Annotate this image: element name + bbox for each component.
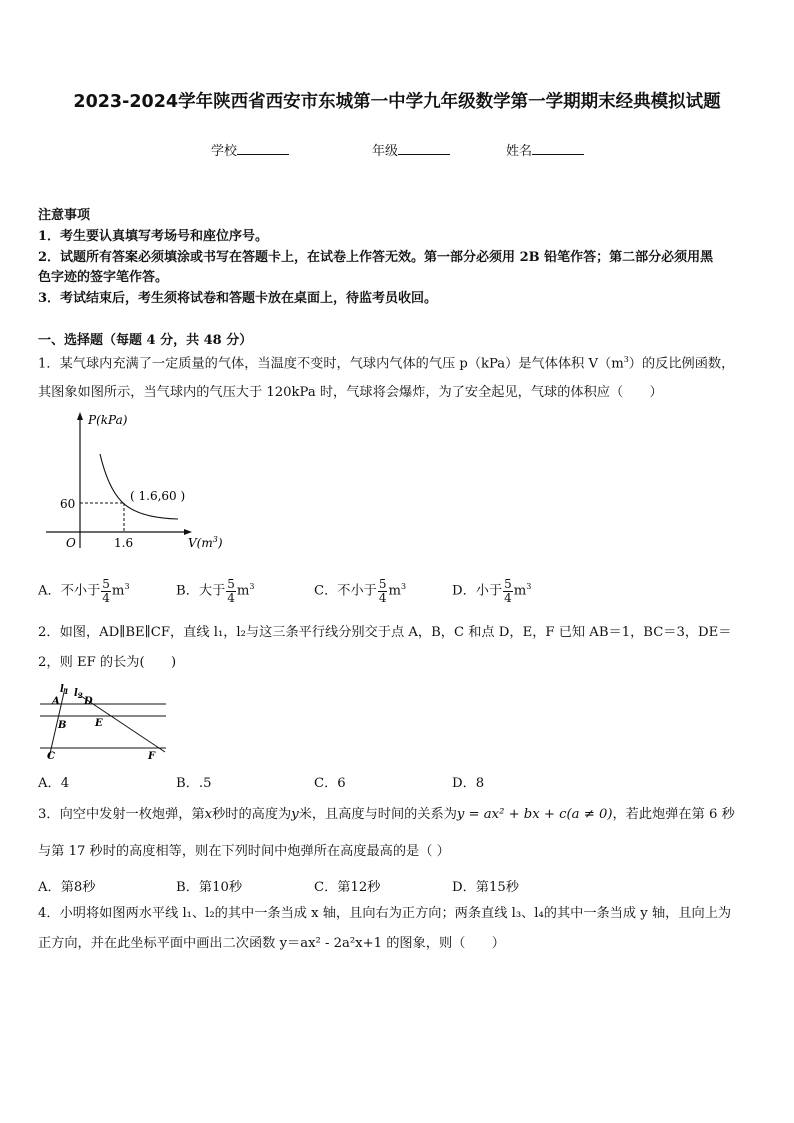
q3-stem-line2: 与第 17 秒时的高度相等，则在下列时间中炮弹所在高度最高的是（ ） [38,844,450,859]
point-e: E [95,718,103,729]
name-blank [532,142,584,155]
x-axis-label: $V(m^3)$ [188,535,223,550]
q2-option-c[interactable]: C．6 [314,776,346,791]
q1-graph [38,408,238,556]
notice-item: 2．试题所有答案必须填涂或书写在答题卡上，在试卷上作答无效。第一部分必须用 2B 铅笔作答；第二部分必须用黑 [38,250,714,265]
q2-option-b[interactable]: B．.5 [176,776,212,791]
q2-option-a[interactable]: A．4 [38,776,70,791]
school-blank [237,142,289,155]
point-label: ( 1.6,60 ) [130,489,186,503]
q3-option-c[interactable]: C．第12秒 [314,880,381,895]
hyperbola-curve [100,454,178,519]
notice-item: 3．考试结束后，考生须将试卷和答题卡放在桌面上，待监考员收回。 [38,291,438,306]
label-l2: $l_2$ [74,688,83,700]
grade-label: 年级 [372,144,399,159]
name-field[interactable] [506,140,584,159]
y-tick-label: 60 [60,497,76,511]
y-axis-label: P(kPa) [88,413,128,427]
q1-stem-line1: 1．某气球内充满了一定质量的气体，当温度不变时，气球内气体的气压 p（kPa）是气体体积 $V(m^3)$的反比例函数， [38,355,735,372]
point-f: F [148,751,156,762]
q1-stem-line2: 其图象如图所示，当气球内的气压大于 120kPa 时，气球将会爆炸，为了安全起见，气球的体积应（ ） [38,385,663,400]
q2-figure [38,680,170,764]
grade-field[interactable] [372,140,450,159]
school-label: 学校 [211,144,238,159]
q2-stem-line2: 2，则 EF 的长为( ) [38,655,177,670]
q1-option-a[interactable]: A．不小于 $\frac{5}{4}$ $m^3$ [38,577,130,605]
school-field[interactable] [211,140,289,159]
q1-option-b[interactable]: B．大于 $\frac{5}{4}$ $m^3$ [176,577,255,605]
x-tick-label: 1.6 [114,536,134,550]
notice-item: 1．考生要认真填写考场号和座位序号。 [38,229,269,244]
origin-label: O [66,536,76,550]
q3-stem-line1: 3．向空中发射一枚炮弹，第x秒时的高度为y米，且高度与时间的关系为y = ax² + bx + c(a ≠ 0)，若此炮弹在第 6 秒 [38,807,735,822]
q3-formula: y = ax² + bx + c(a ≠ 0) [456,807,613,822]
point-b: B [58,720,67,731]
q2-stem-line1: 2．如图，AD∥BE∥CF，直线 l₁，l₂与这三条平行线分别交于点 A，B，C 和点 D，E，F 已知 AB＝1，BC＝3，DE＝ [38,625,732,640]
section-heading: 一、选择题（每题 4 分，共 48 分） [38,333,253,348]
grade-blank [398,142,450,155]
q3-option-b[interactable]: B．第10秒 [176,880,243,895]
notice-heading: 注意事项 [38,208,91,223]
q1-option-c[interactable]: C．不小于 $\frac{5}{4}$ $m^3$ [314,577,407,605]
q1-option-d[interactable]: D．小于 $\frac{5}{4}$ $m^3$ [452,577,532,605]
y-axis-arrow [77,412,83,420]
point-c: C [47,751,55,762]
q3-option-d[interactable]: D．第15秒 [452,880,519,895]
label-l1: $l_1$ [60,684,69,696]
page-title: 2023-2024学年陕西省西安市东城第一中学九年级数学第一学期期末经典模拟试题 [73,92,721,112]
x-axis-arrow [184,529,192,535]
point-d: D [84,696,93,707]
notice-item: 色字迹的签字笔作答。 [38,270,169,285]
name-label: 姓名 [506,144,533,159]
q4-stem-line1: 4．小明将如图两水平线 l₁、l₂的其中一条当成 x 轴，且向右为正方向；两条直线 l₃、l₄的其中一条当成 y 轴，且向上为 [38,906,732,921]
point-a: A [52,696,60,707]
q3-option-a[interactable]: A．第8秒 [38,880,96,895]
q2-option-d[interactable]: D．8 [452,776,485,791]
q4-stem-line2: 正方向，并在此坐标平面中画出二次函数 y＝ax² - 2a²x+1 的图象，则（ ） [38,936,505,951]
